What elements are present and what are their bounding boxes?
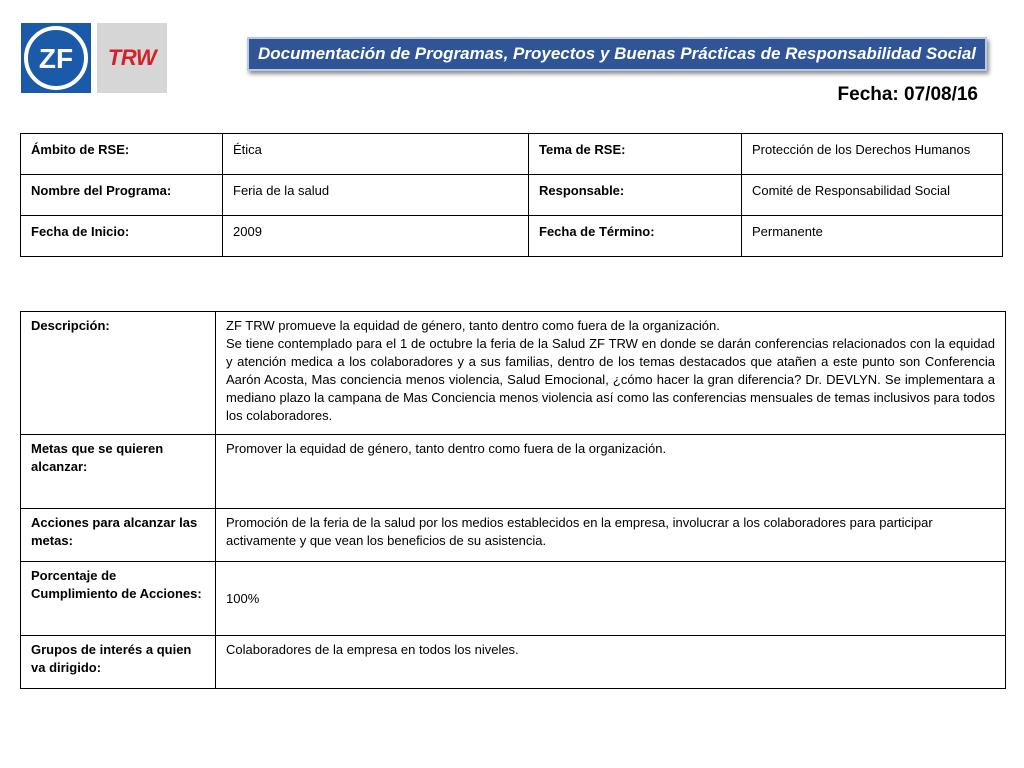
fecha-inicio-value: 2009 [223, 216, 529, 257]
svg-text:ZF: ZF [38, 43, 74, 74]
table-row [21, 636, 1006, 689]
table-row [21, 562, 1006, 636]
descripcion-label: Descripción: [21, 312, 216, 435]
table-row [21, 312, 1006, 435]
program-detail-table [20, 311, 1006, 689]
responsable-value: Comité de Responsabilidad Social [742, 175, 1003, 216]
grupos-value: Colaboradores de la empresa en todos los niveles. [216, 636, 1006, 689]
document-date: Fecha: 07/08/16 [837, 84, 978, 105]
table-row [21, 435, 1006, 509]
porcentaje-value: 100% [216, 562, 1006, 636]
program-info-table [20, 133, 1003, 257]
fecha-inicio-label: Fecha de Inicio: [21, 216, 223, 257]
tema-label: Tema de RSE: [529, 134, 742, 175]
metas-label: Metas que se quieren alcanzar: [21, 435, 216, 509]
acciones-label: Acciones para alcanzar las metas: [21, 509, 216, 562]
nombre-programa-value: Feria de la salud [223, 175, 529, 216]
table-row [21, 509, 1006, 562]
porcentaje-label: Porcentaje de Cumplimiento de Acciones: [21, 562, 216, 636]
descripcion-value [216, 312, 1006, 435]
trw-logo-text: TRW [107, 45, 157, 70]
page-title: Documentación de Programas, Proyectos y Buenas Prácticas de Responsabilidad Social [257, 44, 977, 63]
table-row [21, 134, 1003, 175]
grupos-label: Grupos de interés a quien va dirigido: [21, 636, 216, 689]
metas-value: Promover la equidad de género, tanto dentro como fuera de la organización. [216, 435, 1006, 509]
nombre-programa-label: Nombre del Programa: [21, 175, 223, 216]
ambito-label: Ámbito de RSE: [21, 134, 223, 175]
trw-logo [97, 23, 167, 93]
ambito-value: Ética [223, 134, 529, 175]
descripcion-line-2: Se tiene contemplado para el 1 de octubre la feria de la Salud ZF TRW en donde se darán conferencias relacionados con la equidad y atención medica a los colaboradores y a sus familias, dentro de los temas destacados que atañen a este punto son Conferencia Aarón Acosta, Mas conciencia menos violencia, Salud Emocional, ¿cómo hacer la gran diferencia? Dr. DEVLYN. Se implementara a mediano plazo la campana de Mas Conciencia menos violencia así como las conferencias mensuales de temas inclusivos para todos los colaboradores. [226, 336, 995, 423]
responsable-label: Responsable: [529, 175, 742, 216]
fecha-termino-value: Permanente [742, 216, 1003, 257]
acciones-value: Promoción de la feria de la salud por los medios establecidos en la empresa, involucrar a los colaboradores para participar activamente y que vean los beneficios de su asistencia. [216, 509, 1006, 562]
fecha-termino-label: Fecha de Término: [529, 216, 742, 257]
descripcion-line-1: ZF TRW promueve la equidad de género, tanto dentro como fuera de la organización. [226, 318, 720, 333]
title-banner [247, 37, 987, 71]
tema-value: Protección de los Derechos Humanos [742, 134, 1003, 175]
table-row [21, 175, 1003, 216]
table-row [21, 216, 1003, 257]
zf-logo [21, 23, 91, 93]
